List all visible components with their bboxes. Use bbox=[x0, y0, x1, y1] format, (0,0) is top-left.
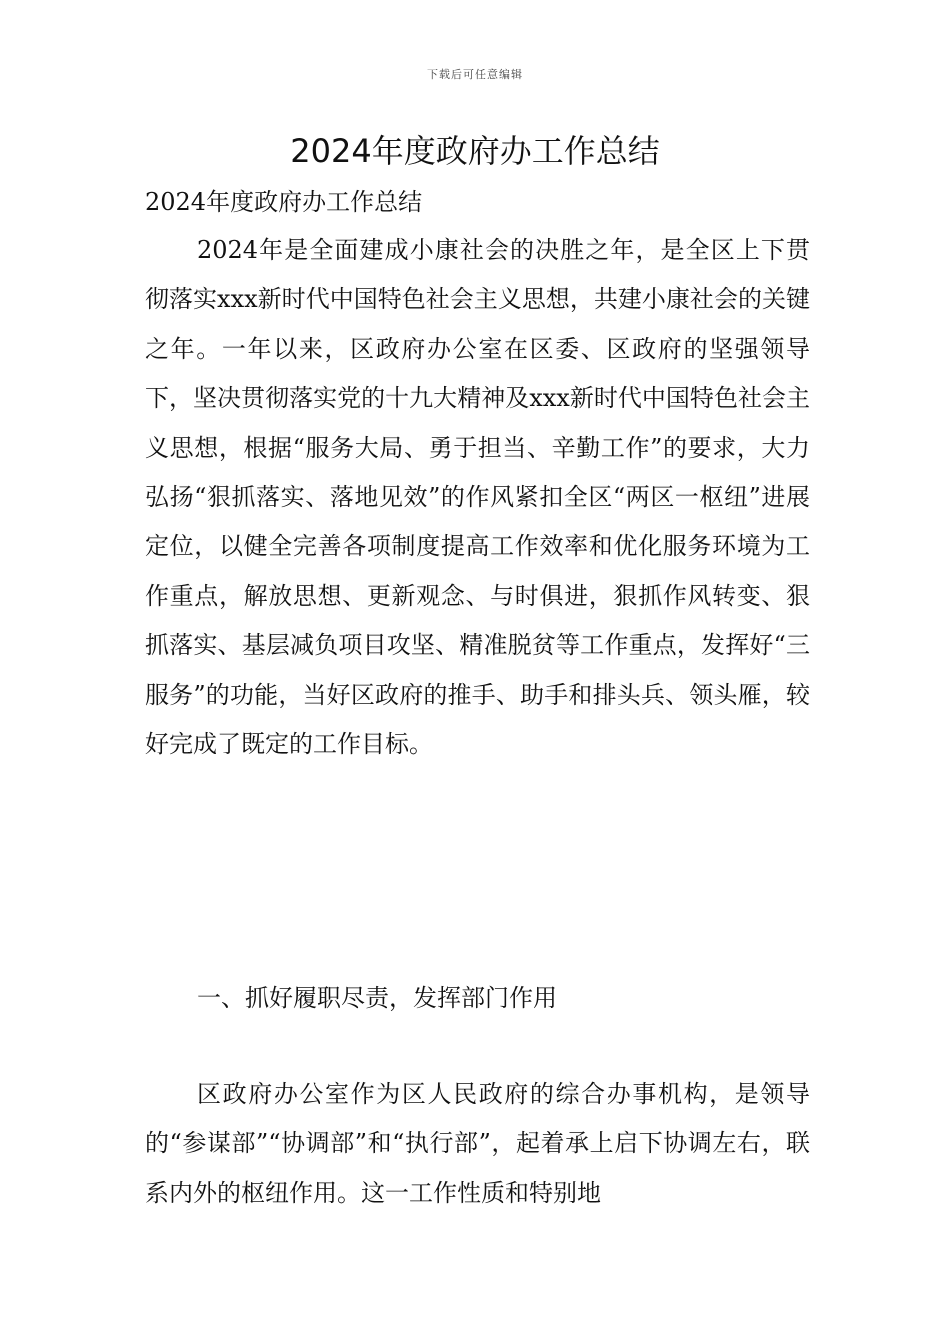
section-heading: 一、抓好履职尽责，发挥部门作用 bbox=[197, 984, 557, 1012]
intro-paragraph: 2024年是全面建成小康社会的决胜之年，是全区上下贯彻落实xxx新时代中国特色社会主义思想，共建小康社会的关键之年。一年以来，区政府办公室在区委、区政府的坚强领导下，坚决贯彻落实党的十九大精神及xxx新时代中国特色社会主义思想，根据“服务大局、勇于担当、辛勤工作”的要求，大力弘扬“狠抓落实、落地见效”的作风紧扣全区“两区一枢纽”进展定位，以健全完善各项制度提高工作效率和优化服务环境为工作重点，解放思想、更新观念、与时俱进，狠抓作风转变、狠抓落实、基层减负项目攻坚、精准脱贫等工作重点，发挥好“三服务”的功能，当好区政府的推手、助手和排头兵、领头雁，较好完成了既定的工作目标。 bbox=[145, 236, 810, 759]
document-subtitle: 2024年度政府办工作总结 bbox=[145, 188, 423, 216]
page-header-note: 下载后可任意编辑 bbox=[427, 68, 523, 81]
document-title: 2024年度政府办工作总结 bbox=[290, 132, 660, 170]
section-paragraph: 区政府办公室作为区人民政府的综合办事机构，是领导的“参谋部”“协调部”和“执行部”，起着承上启下协调左右，联系内外的枢纽作用。这一工作性质和特别地 bbox=[145, 1080, 810, 1207]
